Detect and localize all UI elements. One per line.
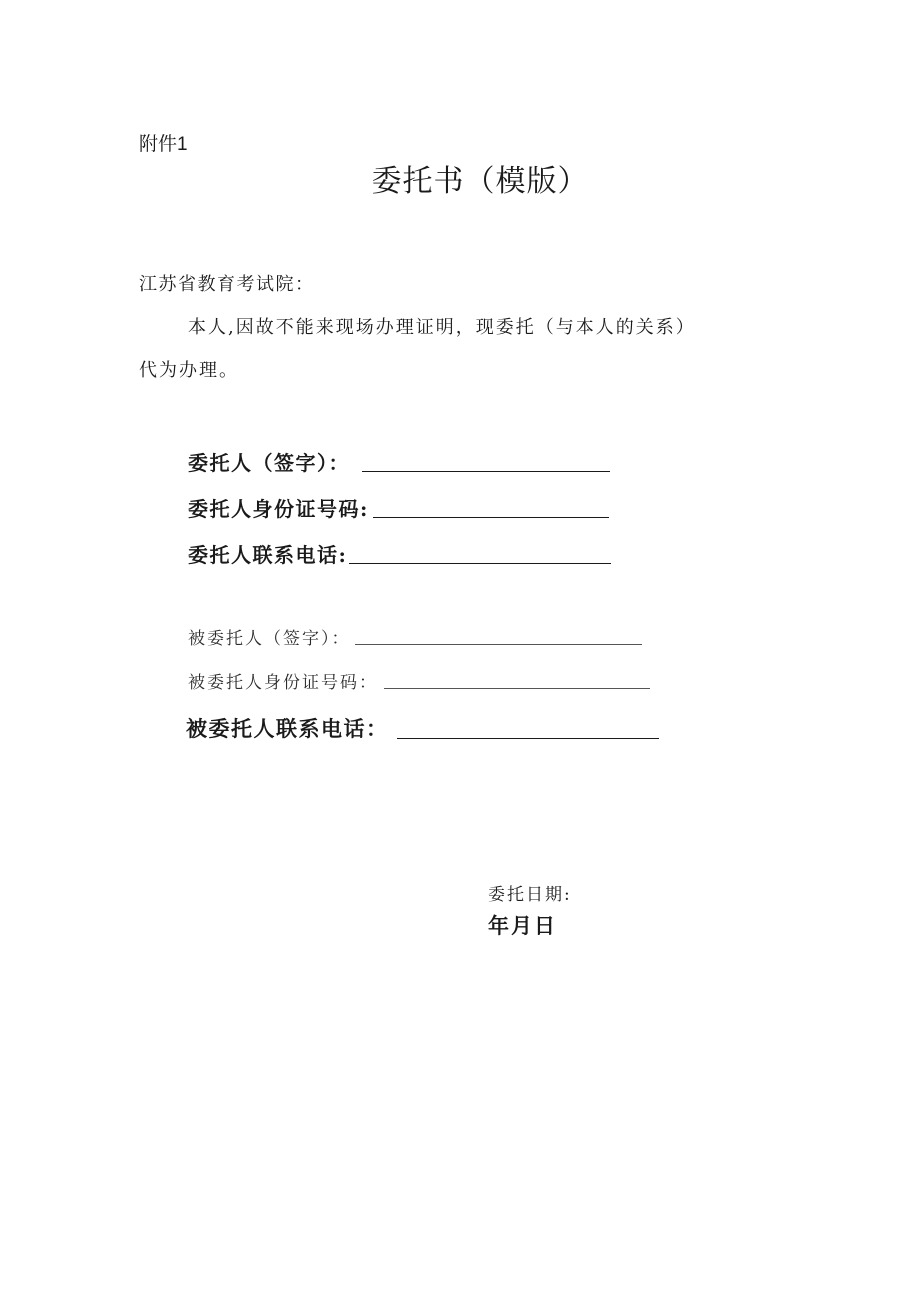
agent-id-field	[188, 668, 650, 693]
agent-phone-line[interactable]	[397, 737, 659, 739]
agent-signature-line[interactable]	[355, 643, 642, 645]
principal-signature-line[interactable]	[362, 470, 610, 472]
agent-signature-label: 被委托人（签字）：	[188, 629, 351, 649]
date-value: 年月日	[488, 913, 557, 938]
principal-signature-field	[188, 447, 610, 476]
principal-phone-line[interactable]	[349, 562, 611, 564]
attachment-label: 附件1	[139, 134, 188, 155]
principal-id-field	[188, 493, 609, 522]
agent-signature-field	[188, 624, 642, 649]
agent-id-line[interactable]	[384, 687, 650, 689]
addressee: 江苏省教育考试院：	[139, 274, 315, 295]
body-paragraph-line-1: 本人,因故不能来现场办理证明，现委托（与本人的关系）	[188, 317, 696, 338]
agent-id-label: 被委托人身份证号码：	[188, 673, 378, 693]
principal-signature-label: 委托人（签字）：	[188, 451, 350, 475]
principal-id-label: 委托人身份证号码:	[188, 497, 369, 521]
body-paragraph-line-2: 代为办理。	[139, 360, 239, 381]
principal-phone-field	[188, 539, 611, 568]
principal-id-line[interactable]	[373, 516, 609, 518]
agent-phone-label: 被委托人联系电话：	[186, 716, 389, 741]
principal-phone-label: 委托人联系电话:	[188, 543, 348, 567]
agent-phone-field	[186, 713, 659, 743]
document-title: 委托书（模版）	[371, 164, 589, 199]
date-label: 委托日期:	[488, 885, 572, 905]
